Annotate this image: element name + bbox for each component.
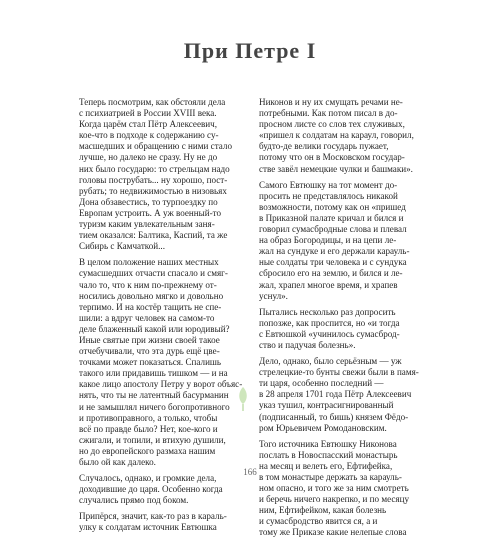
text-line: Пытались несколько раз допросить	[259, 306, 396, 317]
text-line: тому же Приказе какие нелепые слова	[259, 527, 407, 538]
text-line: на месяц и велеть его, Ефтифейка,	[259, 460, 393, 471]
text-line: Когда царём стал Пётр Алексеевич,	[79, 119, 218, 130]
text-line: всё по правде было? Нет, кое-кого и	[79, 423, 218, 434]
text-line: будто-де велики государь пужает,	[259, 141, 389, 152]
text-line: просить не представлялось никакой	[259, 190, 398, 201]
text-line: послать в Новоспасский монастырь	[259, 449, 398, 460]
text-line: и не замышлял ничего богопротивного	[79, 401, 230, 412]
text-line: стве завёл немецкие чулки и башмаки».	[259, 163, 413, 174]
text-line: ные солдаты три человека и с сундука	[259, 257, 407, 268]
leaf-watermark-icon	[236, 386, 250, 412]
text-line: тием оказался: Балтика, Каспий, та же	[79, 230, 228, 241]
text-line: лучше, но далеко не сразу. Ну не до	[79, 152, 218, 163]
text-line: масшедших и обращению с ними стало	[79, 141, 232, 152]
text-line: в Приказной палате кричал и бился и	[259, 212, 404, 223]
text-line: указ тушил, контрасигнированный	[259, 400, 394, 411]
text-line: какое лицо апостолу Петру у ворот объяс-	[79, 379, 243, 390]
text-line: жал на сундуке и его держали карауль-	[259, 246, 410, 257]
text-line: Припёрся, значит, как-то раз в караль-	[79, 511, 227, 522]
text-line: головы пострубать... ну хорошо, пост-	[79, 174, 228, 185]
chapter-title: При Петре I	[183, 38, 317, 63]
text-line: уснул».	[259, 290, 288, 301]
text-line: Иные святые при жизни своей такое	[79, 334, 220, 345]
text-line: стрелецкие-то бунты свежи были в памя-	[259, 367, 419, 378]
text-line: сжигали, и топили, и втихую душили,	[79, 434, 226, 445]
text-line: Теперь посмотрим, как обстояли дела	[79, 97, 226, 107]
text-line: В целом положение наших местных	[79, 257, 219, 268]
text-line: Европам устроить. А уж военный-то	[79, 207, 222, 218]
text-line: в том монастыре держать за карауль-	[259, 472, 402, 482]
text-line: «пришел к солдатам на караул, говорил,	[259, 130, 414, 141]
text-line: туризм каким увлекательным заня-	[79, 219, 215, 230]
text-line: но до европейского размаха нашим	[79, 445, 216, 456]
text-line: и противоправного, а только, чтобы	[79, 412, 218, 423]
text-line: ном опасно, и того же за ним смотреть	[259, 483, 409, 494]
text-line: случались прямо под боком.	[79, 495, 189, 506]
text-line: носились довольно мягко и довольно	[79, 290, 224, 301]
text-line: деле блаженный какой или юродивый?	[79, 323, 230, 334]
page-number: 166	[243, 467, 257, 477]
text-line: чало то, что к ним по-прежнему от-	[79, 279, 217, 290]
text-line: ром Юрьевичем Ромодановским.	[259, 422, 387, 433]
text-line: просном листе со слов тех служивых,	[259, 119, 405, 130]
text-line: Самого Евтюшку на тот момент до-	[259, 179, 398, 190]
text-line: Сибирь с Камчаткой...	[79, 241, 165, 252]
text-line: терпимо. И на костёр тащить не спе-	[79, 301, 222, 312]
text-line: улку к солдатам источник Евтюшка	[79, 522, 217, 533]
text-line: Никонов и ну их смущать речами не-	[259, 97, 403, 107]
text-line: было ой как далеко.	[79, 457, 156, 467]
text-line: с Евтюшкой «учинилось сумасброд-	[259, 328, 400, 339]
text-line: потому что он в Московском государ-	[259, 152, 405, 163]
text-line: в 28 апреля 1701 года Пётр Алексеевич	[259, 389, 412, 400]
text-line: доходившие до царя. Особенно когда	[79, 484, 223, 495]
text-line: ним, Ефтифейком, какая болезнь	[259, 505, 387, 516]
text-line: потребными. Как потом писал в до-	[259, 108, 398, 119]
text-line: Случалось, однако, и громкие дела,	[79, 473, 217, 484]
text-line: на образ Богородицы, и на цепи ле-	[259, 235, 397, 246]
text-line: (подписанный, то бишь) князем Фёдо-	[259, 411, 409, 422]
text-line: Того источника Евтюшку Никонова	[259, 438, 397, 449]
text-line: Дона обзавестись, то турпоездку по	[79, 196, 218, 207]
text-line: жал, храпел многое время, и храпев	[259, 279, 398, 290]
text-line: попозже, как проспится, но «и тогда	[259, 317, 400, 328]
text-line: говорил сумасбродные слова и плевал	[259, 224, 407, 235]
text-line: ство и падучая болезнь».	[259, 339, 356, 350]
text-line: них было государю: то стрельцам надо	[79, 163, 230, 174]
text-line: с психиатрией в России XVIII века.	[79, 108, 217, 119]
text-line: кое-что в подходе к содержанию су-	[79, 130, 219, 141]
text-line: рубать; то недвижимостью в низовьях	[79, 185, 227, 196]
text-line: такого или придавишь тишком — и на	[79, 368, 228, 379]
text-line: сумасшедших отчасти спасало и смяг-	[79, 268, 228, 279]
text-line: сбросило его на землю, и бился и ле-	[259, 268, 403, 279]
text-line: и беречь ничего накрепко, и по месяцу	[259, 494, 409, 505]
text-line: точками может показаться. Спалишь	[79, 357, 222, 368]
text-line: шили: а вдруг человек на самом-то	[79, 312, 215, 323]
text-line: отчебучивали, что эта дурь ещё цве-	[79, 346, 220, 357]
text-line: и сумасбродство явится ся, а и	[259, 516, 378, 527]
text-line: Дело, однако, было серьёзным — уж	[259, 356, 402, 367]
text-line: возможности, потому как он «пришед	[259, 201, 406, 212]
text-line: нять, что ты не латентный басурманин	[79, 390, 229, 401]
text-line: ти царя, особенно последний —	[259, 378, 384, 389]
